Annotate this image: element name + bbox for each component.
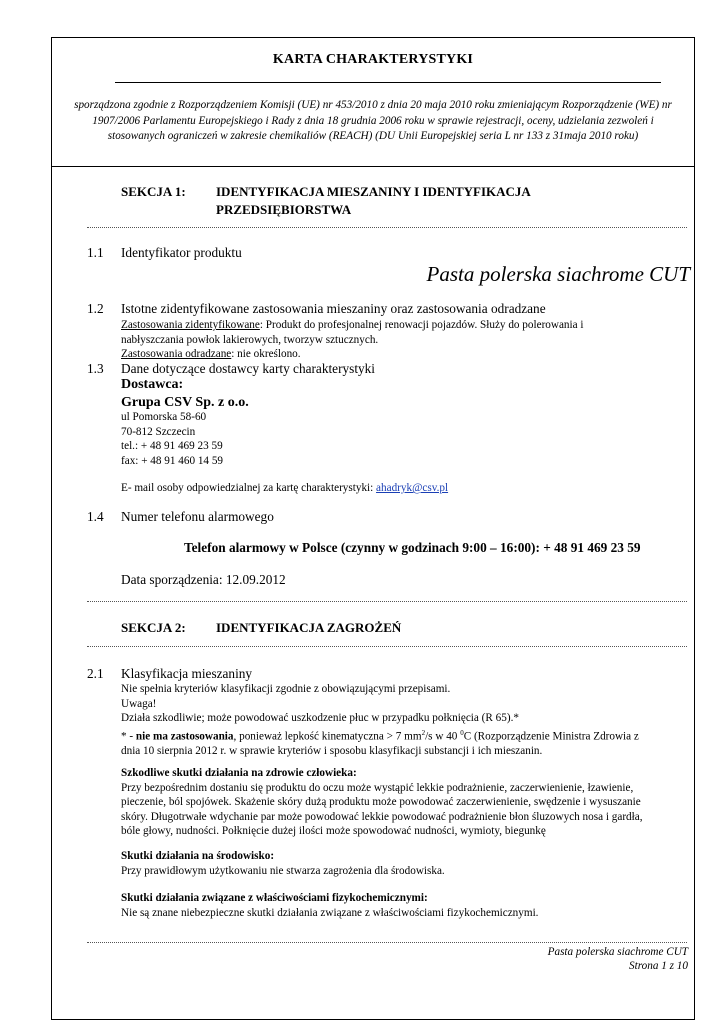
email-label: E- mail osoby odpowiedzialnej za kartę charakterystyki: xyxy=(121,482,377,494)
section1-title-line2: PRZEDSIĘBIORSTWA xyxy=(216,202,352,217)
section1-title-line1: IDENTYFIKACJA MIESZANINY I IDENTYFIKACJA xyxy=(216,184,531,199)
item-1-1-number: 1.1 xyxy=(87,245,104,260)
header-regulation-note: sporządzona zgodnie z Rozporządzeniem Komisji (UE) nr 453/2010 z dnia 20 maja 2010 roku zmieniającym Rozporządzenie (WE) nr 1907/2006 Parlamentu Europejskiego i Rady z dnia 18 grudnia 2006 roku w sprawie rejestracji, oceny, udzielania zezwoleń i stosowanych ograniczeń w zakresie chemikaliów (REACH) (DU Unii Europejskiej seria L nr 133 z 31maja 2010 roku) xyxy=(74,99,672,142)
item-1-4-label: Numer telefonu alarmowego xyxy=(121,509,274,524)
preparation-date: Data sporządzenia: 12.09.2012 xyxy=(121,572,286,587)
document-title: KARTA CHARAKTERYSTYKI xyxy=(272,52,474,67)
classification-line5: dnia 10 sierpnia 2012 r. w sprawie kryteriów i sposobu klasyfikacji substancji i ich mieszanin. xyxy=(121,744,543,757)
health-heading: Szkodliwe skutki działania na zdrowie człowieka: xyxy=(121,767,357,779)
footer-page-number: Strona 1 z 10 xyxy=(629,960,688,972)
item-1-3-number: 1.3 xyxy=(87,361,104,376)
classification-line4-prefix: * - xyxy=(121,730,136,743)
product-name: Pasta polerska siachrome CUT xyxy=(426,262,690,286)
identified-uses-label: Zastosowania zidentyfikowane xyxy=(121,319,260,331)
environment-effects xyxy=(121,849,693,878)
supplier-email-line xyxy=(121,481,448,496)
header-box xyxy=(51,37,695,167)
classification-line1: Nie spełnia kryteriów klasyfikacji zgodnie z obowiązującymi przepisami. xyxy=(121,683,451,695)
email-link[interactable]: ahadryk@csv.pl xyxy=(376,482,449,494)
identified-uses-text-2: nabłyszczania powłok lakierowych, tworzyw sztucznych. xyxy=(121,333,379,346)
classification-line2: Uwaga! xyxy=(121,697,157,710)
classification-sup2: 0 xyxy=(460,728,464,737)
advised-against-text: : nie określono. xyxy=(231,348,301,360)
identified-uses xyxy=(121,318,691,362)
classification-line4-b: /s w 40 xyxy=(425,730,461,743)
section2-title: IDENTYFIKACJA ZAGROŻEŃ xyxy=(216,620,402,635)
supplier-company: Grupa CSV Sp. z o.o. xyxy=(121,395,249,410)
section1-rule xyxy=(87,227,687,228)
supplier-fax: fax: + 48 91 460 14 59 xyxy=(121,454,224,467)
environment-heading: Skutki działania na środowisko: xyxy=(121,850,275,862)
health-effects xyxy=(121,766,693,839)
title-rule xyxy=(115,82,661,83)
identified-uses-text: : Produkt do profesjonalnej renowacji pojazdów. Służy do polerowania i xyxy=(259,319,584,331)
supplier-city: 70-812 Szczecin xyxy=(121,425,196,438)
footer-product: Pasta polerska siachrome CUT xyxy=(547,946,688,958)
section2-label: SEKCJA 2: xyxy=(121,620,186,635)
environment-text: Przy prawidłowym użytkowaniu nie stwarza zagrożenia dla środowiska. xyxy=(121,864,445,877)
footer-rule xyxy=(87,942,687,943)
classification-line3: Działa szkodliwie; może powodować uszkodzenie płuc w przypadku połknięcia (R 65).* xyxy=(121,712,519,724)
section1-end-rule xyxy=(87,601,687,602)
health-line2: pieczenie, ból spojówek. Skażenie skóry dużą produktu może powodować zaczerwienienie, swędzenie i wysuszanie xyxy=(121,796,641,808)
item-1-3-label: Dane dotyczące dostawcy karty charakterystyki xyxy=(121,361,376,376)
classification-sup1: 2 xyxy=(421,728,426,737)
footer xyxy=(548,945,688,973)
physchem-text: Nie są znane niebezpieczne skutki działania związane z właściwościami fizykochemicznymi. xyxy=(121,906,539,919)
supplier-street: ul Pomorska 58-60 xyxy=(121,411,207,423)
classification-line4-c: C (Rozporządzenie Ministra Zdrowia z xyxy=(463,730,639,743)
physchem-heading: Skutki działania związane z właściwościami fizykochemicznymi: xyxy=(121,892,428,904)
section1-label: SEKCJA 1: xyxy=(121,184,186,199)
item-2-1-number: 2.1 xyxy=(87,666,104,681)
item-1-2-number: 1.2 xyxy=(87,301,104,316)
emergency-phone: Telefon alarmowy w Polsce (czynny w godzinach 9:00 – 16:00): + 48 91 469 23 59 xyxy=(184,540,641,555)
section2-rule xyxy=(87,646,687,647)
health-line4: bóle głowy, nudności. Połknięcie dużej ilości może spowodować nudności, wymioty, biegunkę xyxy=(121,825,546,837)
supplier-tel: tel.: + 48 91 469 23 59 xyxy=(121,440,223,452)
classification-line4-a: , ponieważ lepkość kinematyczna > 7 mm xyxy=(233,730,422,743)
item-1-1-label: Identyfikator produktu xyxy=(121,245,242,260)
health-line1: Przy bezpośrednim dostaniu się produktu do oczu może wystąpić lekkie podrażnienie, zaczerwienienie, łzawienie, xyxy=(121,781,634,794)
advised-against-label: Zastosowania odradzane xyxy=(121,348,232,360)
item-2-1-label: Klasyfikacja mieszaniny xyxy=(121,666,253,681)
classification-text xyxy=(121,682,693,758)
classification-line4-bold: nie ma zastosowania xyxy=(135,730,234,743)
item-1-2-label: Istotne zidentyfikowane zastosowania mieszaniny oraz zastosowania odradzane xyxy=(121,301,546,316)
health-line3: skóry. Długotrwałe wdychanie par może powodować lekkie powodować podrażnienie błon śluzowych nosa i gardła, xyxy=(121,810,643,823)
supplier-address xyxy=(121,410,223,468)
physchem-effects xyxy=(121,891,693,920)
item-1-4-number: 1.4 xyxy=(87,509,104,524)
supplier-heading: Dostawca: xyxy=(121,377,184,392)
